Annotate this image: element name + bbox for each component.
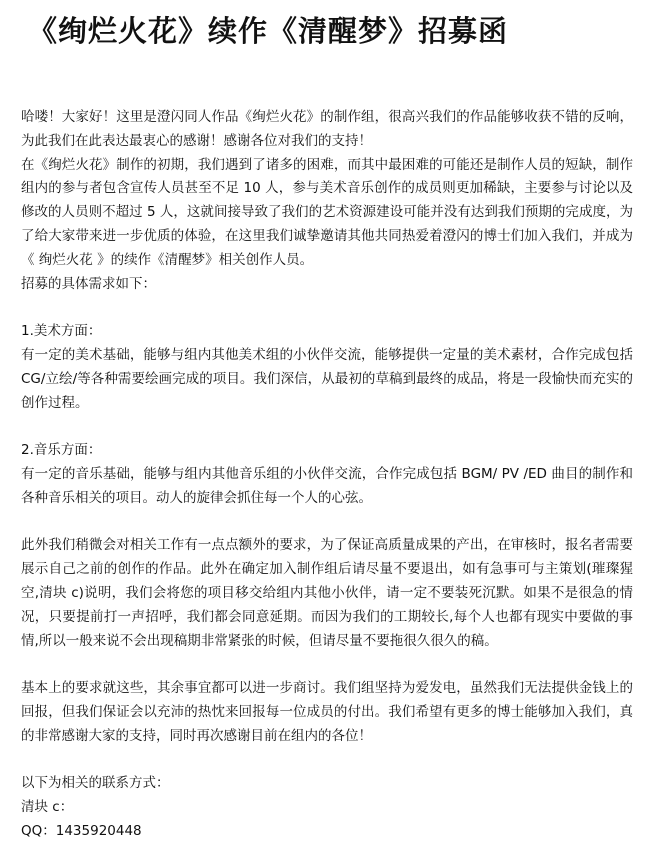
- art-section-body: 有一定的美术基础，能够与组内其他美术组的小伙伴交流，能够提供一定量的美术素材，合作完成包括 CG/立绘/等各种需要绘画完成的项目。我们深信，从最初的草稿到最终的成品，将是一段愉快而充实的创作过程。: [21, 346, 633, 411]
- closing-paragraph: 基本上的要求就这些，其余事宜都可以进一步商讨。我们组坚持为爱发电，虽然我们无法提供金钱上的回报，但我们保证会以充沛的热忱来回报每一位成员的付出。我们希望有更多的博士能够加入我们，真的非常感谢大家的支持，同时再次感谢目前在组内的各位！: [21, 680, 633, 744]
- spacer: [21, 511, 633, 535]
- contact-name: 清块 c：: [21, 799, 74, 816]
- extra-requirements: 此外我们稍微会对相关工作有一点点额外的要求，为了保证高质量成果的产出，在审核时，报名者需要展示自己之前的创作的作品。此外在确定加入制作组后请尽量不要退出，如有急事可与主策划(璀璨猩空,清块 c)说明，我们会将您的项目移交给组内其他小伙伴，请一定不要装死沉默。如果不是很急的情况，只要提前打一声招呼，我们都会同意延期。而因为我们的工期较长,每个人也都有现实中要做的事情,所以一般来说不会出现稿期非常紧张的时候，但请尽量不要拖很久很久的稿。: [21, 537, 633, 649]
- spacer: [21, 653, 633, 677]
- spacer: [21, 415, 633, 439]
- intro-greeting: 哈喽！大家好！这里是澄闪同人作品《绚烂火花》的制作组，很高兴我们的作品能够收获不错的反响，为此我们在此表达最衷心的感谢！感谢各位对我们的支持！: [21, 109, 633, 149]
- spacer: [21, 296, 633, 320]
- contact-qq: QQ：1435920448: [21, 822, 142, 839]
- music-section-heading: 2.音乐方面：: [21, 442, 102, 459]
- document-title: 《绚烂火花》续作《清醒梦》招募函: [28, 14, 509, 48]
- art-section-heading: 1.美术方面：: [21, 323, 102, 340]
- music-section-body: 有一定的音乐基础，能够与组内其他音乐组的小伙伴交流，合作完成包括 BGM/ PV /ED 曲目的制作和各种音乐相关的项目。动人的旋律会抓住每一个人的心弦。: [21, 465, 633, 506]
- spacer: [21, 749, 633, 773]
- contact-label: 以下为相关的联系方式：: [21, 775, 170, 792]
- intro-requirements-lead: 招募的具体需求如下：: [21, 275, 156, 292]
- intro-background: 在《绚烂火花》制作的初期，我们遇到了诸多的困难，而其中最困难的可能还是制作人员的短缺，制作组内的参与者包含宣传人员甚至不足 10 人，参与美术音乐创作的成员则更加稀缺，主要参与讨论以及修改的人员则不超过 5 人，这就间接导致了我们的艺术资源建设可能并没有达到我们预期的完成度，为了给大家带来进一步优质的体验，在这里我们诚挚邀请其他共同热爱着澄闪的博士们加入我们，并成为《 绚烂火花 》的续作《清醒梦》相关创作人员。: [21, 156, 633, 268]
- document-body: [21, 106, 633, 844]
